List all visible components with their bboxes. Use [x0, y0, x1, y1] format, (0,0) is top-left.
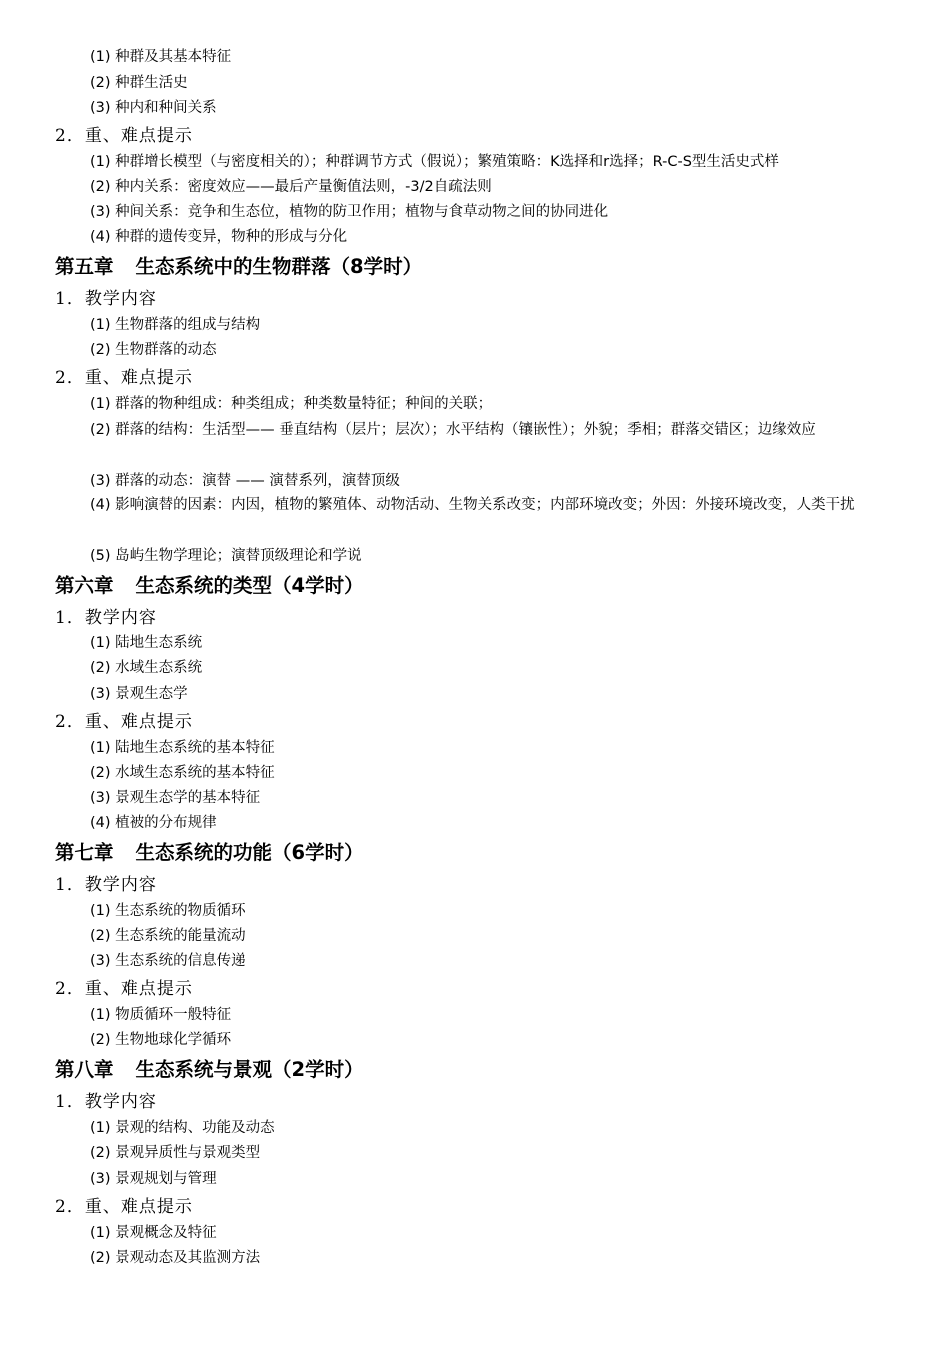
list-item: (1) 陆地生态系统的基本特征: [90, 740, 275, 756]
chapter-title: 生态系统与景观（2学时）: [135, 1058, 364, 1081]
list-item: (2) 水域生态系统的基本特征: [90, 765, 275, 781]
list-item: (3) 种内和种间关系: [90, 100, 217, 116]
chapter-title: 生态系统中的生物群落（8学时）: [135, 255, 423, 278]
list-item: (2) 景观异质性与景观类型: [90, 1145, 261, 1161]
chapter-heading: [55, 840, 364, 866]
list-item: (1) 陆地生态系统: [90, 635, 203, 651]
section-heading: 2．重、难点提示: [55, 1197, 193, 1217]
chapter-number: 第七章: [55, 841, 114, 864]
chapter-title: 生态系统的类型（4学时）: [135, 574, 364, 597]
list-item: (1) 景观概念及特征: [90, 1225, 217, 1241]
section-heading: 2．重、难点提示: [55, 979, 193, 999]
list-item: (4) 影响演替的因素：内因，植物的繁殖体、动物活动、生物关系改变；内部环境改变；外因：外接环境改变，人类干扰: [90, 497, 855, 513]
list-item: (2) 种内关系：密度效应——最后产量衡值法则，-3/2自疏法则: [90, 179, 492, 195]
section-heading: 1．教学内容: [55, 608, 157, 628]
chapter-title: 生态系统的功能（6学时）: [135, 841, 364, 864]
section-heading: 2．重、难点提示: [55, 712, 193, 732]
list-item: (2) 种群生活史: [90, 75, 188, 91]
list-item: (1) 生物群落的组成与结构: [90, 317, 261, 333]
list-item: (1) 群落的物种组成：种类组成；种类数量特征；种间的关联；: [90, 396, 493, 412]
list-item: (1) 物质循环一般特征: [90, 1007, 232, 1023]
list-item: (2) 生物地球化学循环: [90, 1032, 232, 1048]
chapter-heading: [55, 254, 422, 280]
list-item: (2) 生物群落的动态: [90, 342, 217, 358]
list-item: (3) 群落的动态：演替 —— 演替系列，演替顶级: [90, 473, 400, 489]
chapter-number: 第八章: [55, 1058, 114, 1081]
list-item: (2) 景观动态及其监测方法: [90, 1250, 261, 1266]
section-heading: 2．重、难点提示: [55, 368, 193, 388]
list-item: (2) 群落的结构：生活型—— 垂直结构（层片；层次）；水平结构（镶嵌性）；外貌；季相；群落交错区；边缘效应: [90, 422, 816, 438]
list-item: (3) 景观生态学: [90, 686, 188, 702]
list-item: (4) 植被的分布规律: [90, 815, 217, 831]
list-item: (3) 种间关系：竞争和生态位，植物的防卫作用；植物与食草动物之间的协同进化: [90, 204, 609, 220]
list-item: (1) 种群增长模型（与密度相关的）；种群调节方式（假说）；繁殖策略：K选择和r选择；R-C-S型生活史式样: [90, 154, 779, 170]
list-item: (3) 景观生态学的基本特征: [90, 790, 261, 806]
chapter-number: 第五章: [55, 255, 114, 278]
chapter-heading: [55, 573, 364, 599]
chapter-heading: [55, 1057, 364, 1083]
list-item: (3) 景观规划与管理: [90, 1171, 217, 1187]
section-heading: 1．教学内容: [55, 1092, 157, 1112]
list-item: (2) 水域生态系统: [90, 660, 203, 676]
list-item: (3) 生态系统的信息传递: [90, 953, 246, 969]
section-heading: 1．教学内容: [55, 875, 157, 895]
list-item: (1) 景观的结构、功能及动态: [90, 1120, 275, 1136]
chapter-number: 第六章: [55, 574, 114, 597]
list-item: (2) 生态系统的能量流动: [90, 928, 246, 944]
section-heading: 2．重、难点提示: [55, 126, 193, 146]
list-item: (1) 种群及其基本特征: [90, 49, 232, 65]
list-item: (5) 岛屿生物学理论；演替顶级理论和学说: [90, 548, 362, 564]
section-heading: 1．教学内容: [55, 289, 157, 309]
list-item: (4) 种群的遗传变异，物种的形成与分化: [90, 229, 348, 245]
list-item: (1) 生态系统的物质循环: [90, 903, 246, 919]
